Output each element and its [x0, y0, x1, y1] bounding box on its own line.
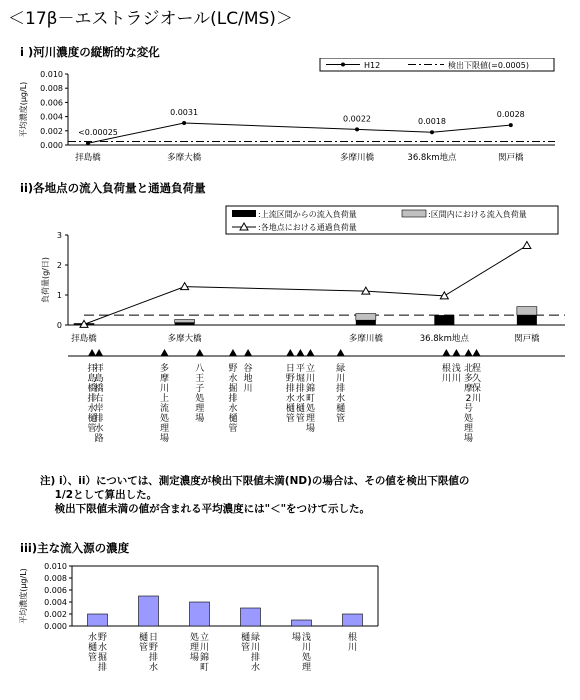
x-tick-label: 多摩川橋 [348, 334, 383, 344]
footnote [40, 474, 469, 516]
inflow-label: 程久保川 [472, 364, 482, 404]
bar-interval [356, 314, 376, 321]
inflow-marker [229, 349, 237, 356]
inflow-marker [296, 349, 304, 356]
inflow-label: 谷地川 [243, 364, 253, 394]
data-point [509, 123, 513, 127]
inflow-label: 立川錦町処理場 [305, 364, 315, 434]
data-label: 0.0031 [170, 107, 199, 117]
footnote-line-2: 1/2として算出した。 [40, 489, 158, 501]
category-label: 立川錦町 [199, 633, 210, 673]
y-tick-label: 0.008 [44, 574, 67, 583]
inflow-label: 浅川 [451, 364, 461, 384]
category-label: 樋管 [240, 633, 251, 653]
inflow-marker [95, 349, 103, 356]
y-axis-label: 平均濃度(μg/L) [19, 81, 28, 138]
river-concentration-chart [0, 58, 580, 168]
inflow-source-chart [0, 556, 580, 696]
bar [241, 608, 261, 626]
data-point [355, 127, 359, 131]
x-tick-label: 関戸橋 [514, 334, 540, 344]
legend-label-upstream: :上流区間からの流入負荷量 [258, 210, 357, 219]
chart1-title: i )河川濃度の縦断的な変化 [20, 45, 160, 59]
y-tick-label: 0 [56, 321, 62, 330]
bar [343, 614, 363, 626]
x-tick-label: 関戸橋 [498, 153, 524, 163]
bar-interval [175, 320, 195, 323]
y-axis-label: 平均濃度(μg/L) [19, 568, 28, 624]
x-tick-label: 多摩大橋 [167, 153, 202, 163]
inflow-label: 日野排水樋管 [285, 364, 295, 424]
data-point-triangle [181, 283, 189, 290]
y-tick-label: 0.002 [40, 126, 63, 136]
bar [139, 596, 159, 626]
inflow-marker [442, 349, 450, 356]
legend-label-h12: H12 [364, 61, 381, 70]
category-label: 水樋管 [87, 633, 98, 663]
category-label: 根川 [347, 633, 358, 653]
y-tick-label: 0.010 [40, 70, 63, 79]
x-tick-label: 36.8km地点 [407, 153, 457, 163]
legend-label-limit: 検出下限値(=0.0005) [448, 61, 529, 70]
footnote-line-3: 検出下限値未満の値が含まれる平均濃度には"＜"をつけて示した。 [40, 503, 371, 515]
y-tick-label: 2 [56, 261, 62, 270]
y-tick-label: 0.000 [44, 622, 67, 631]
inflow-label: 平堀排水樋管 [295, 364, 305, 424]
category-label: 野水掘排 [97, 633, 108, 673]
x-tick-label: 多摩大橋 [167, 334, 202, 344]
inflow-label: 北多摩 2 号処理場 [463, 364, 473, 444]
y-axis-label: 負荷量(g/日) [41, 256, 50, 304]
inflow-label: 多摩川上流処理場 [160, 364, 170, 444]
y-tick-label: 0.010 [44, 562, 67, 571]
y-tick-label: 0.004 [40, 112, 63, 122]
category-label: 樋管 [138, 633, 149, 653]
bar-upstream [356, 320, 376, 325]
inflow-label: 野水掘排水樋管 [228, 364, 238, 434]
y-tick-label: 0.006 [40, 98, 63, 108]
y-tick-label: 0.002 [44, 610, 67, 619]
category-label: 処理場 [189, 633, 200, 663]
load-chart [0, 198, 580, 470]
data-point [86, 141, 90, 145]
bar-upstream [434, 315, 454, 325]
legend-label-interval: :区間内における流入負荷量 [428, 210, 527, 219]
x-tick-label: 拝島橋 [71, 334, 97, 344]
y-tick-label: 0.004 [44, 598, 67, 607]
y-tick-label: 0.006 [44, 586, 67, 595]
inflow-marker [473, 349, 481, 356]
inflow-marker [286, 349, 294, 356]
category-label: 緑川排水 [250, 633, 261, 673]
y-tick-label: 0.000 [40, 141, 63, 150]
bar-upstream [175, 323, 195, 325]
inflow-label: 拝島橋排水樋管 [87, 364, 97, 434]
inflow-label: 緑川排水樋管 [336, 364, 346, 424]
inflow-marker [464, 349, 472, 356]
bar [88, 614, 108, 626]
inflow-label: 拝島橋右岸排水路 [94, 364, 104, 444]
x-tick-label: 多摩川橋 [340, 153, 375, 163]
inflow-marker [306, 349, 314, 356]
data-label: 0.0028 [496, 110, 525, 120]
y-tick-label: 1 [56, 291, 62, 300]
y-tick-label: 0.008 [40, 84, 63, 94]
chart3-title: iii)主な流入源の濃度 [20, 541, 130, 555]
inflow-marker [244, 349, 252, 356]
bar-interval [517, 307, 537, 315]
legend-swatch-interval [402, 210, 426, 217]
data-label: 0.0022 [343, 114, 372, 124]
bar [292, 620, 312, 626]
data-point [182, 121, 186, 125]
inflow-marker [196, 349, 204, 356]
data-label: <0.00025 [78, 128, 118, 138]
x-tick-label: 36.8km地点 [419, 334, 469, 344]
inflow-marker [337, 349, 345, 356]
y-tick-label: 3 [56, 231, 62, 240]
data-point-triangle [523, 242, 531, 249]
legend-swatch-upstream [232, 210, 256, 217]
inflow-label: 根川 [441, 364, 451, 384]
inflow-marker [452, 349, 460, 356]
data-point [430, 130, 434, 134]
x-tick-label: 拝島橋 [75, 153, 101, 163]
footnote-line-1: 注) i）、ii）については、測定濃度が検出下限値未満(ND)の場合は、その値を検出下限値の [40, 475, 470, 487]
category-label: 場 [291, 633, 302, 643]
series-line-h12 [88, 123, 511, 143]
series-line-passing-load [84, 246, 527, 325]
bar-upstream [517, 315, 537, 325]
page-title: ＜17β－エストラジオール(LC/MS)＞ [8, 9, 293, 29]
bar [190, 602, 210, 626]
chart2-title: ii)各地点の流入負荷量と通過負荷量 [20, 181, 206, 195]
inflow-marker [161, 349, 169, 356]
data-label: 0.0018 [417, 117, 446, 127]
legend-marker-h12 [341, 63, 345, 67]
inflow-marker [88, 349, 96, 356]
legend-label-passing: :各地点における通過負荷量 [258, 223, 357, 232]
category-label: 浅川処理 [301, 633, 312, 673]
inflow-label: 八王子処理場 [195, 364, 205, 424]
category-label: 日野排水 [148, 633, 159, 673]
